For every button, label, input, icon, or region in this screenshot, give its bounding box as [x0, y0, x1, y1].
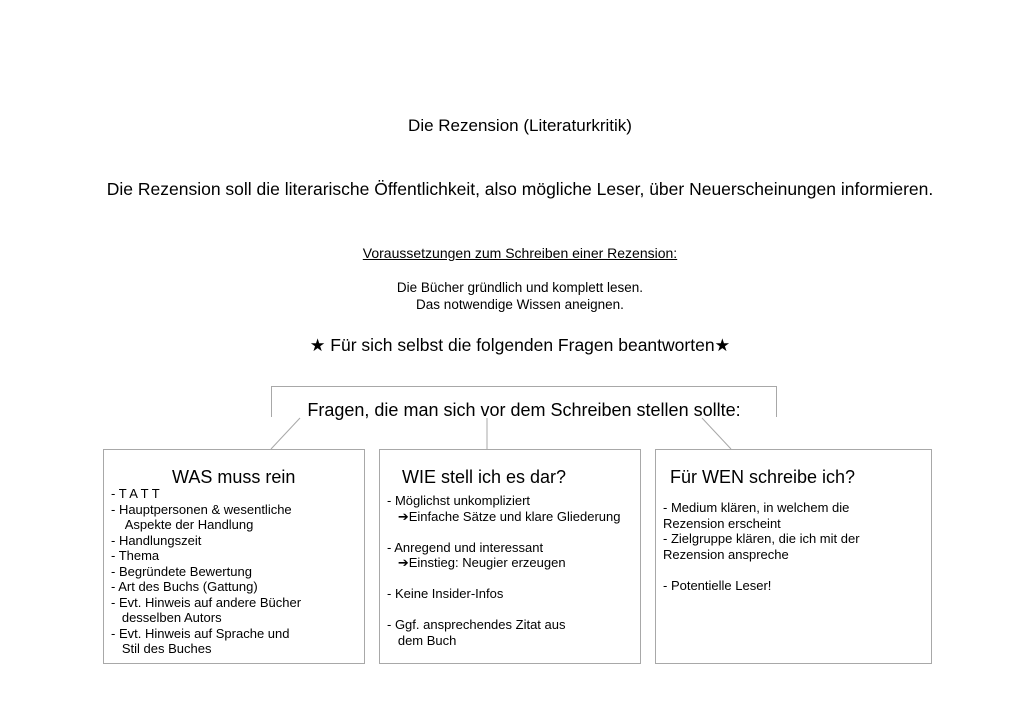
card-who — [655, 449, 932, 664]
card-body: - Möglichst unkompliziert ➔Einfache Sätze und klare Gliederung - Anregend und interessant ➔Einstieg: Neugier erzeugen - Keine Insider-Infos - Ggf. ansprechendes Zitat aus dem Buch — [387, 493, 621, 648]
card-how — [379, 449, 641, 664]
card-title: Für WEN schreibe ich? — [670, 467, 856, 487]
prerequisites-heading: Voraussetzungen zum Schreiben einer Rezension: — [362, 245, 678, 261]
star-instruction: ★ Für sich selbst die folgenden Fragen beantworten★ — [309, 335, 731, 355]
prerequisite-item: Die Bücher gründlich und komplett lesen. — [396, 280, 644, 295]
card-what — [103, 449, 365, 664]
prerequisite-item: Das notwendige Wissen aneignen. — [416, 297, 624, 312]
document-title: Die Rezension (Literaturkritik) — [408, 116, 632, 135]
card-body: - Medium klären, in welchem die Rezension erscheint - Zielgruppe klären, die ich mit der Rezension anspreche - Potentielle Leser! — [663, 500, 860, 593]
intro-paragraph: Die Rezension soll die literarische Öffentlichkeit, also mögliche Leser, über Neuerscheinungen informieren. — [106, 179, 934, 199]
questions-heading: Fragen, die man sich vor dem Schreiben stellen sollte: — [307, 400, 741, 420]
card-title: WIE stell ich es dar? — [402, 467, 567, 487]
card-body: - T A T T - Hauptpersonen & wesentliche Aspekte der Handlung - Handlungszeit - Thema - Begründete Bewertung - Art des Buchs (Gattung) - Evt. Hinweis auf andere Bücher desselben Autors - Evt. Hinweis auf Sprache und Stil des Buches — [111, 486, 302, 656]
card-title: WAS muss rein — [172, 467, 296, 487]
prerequisites-list — [0, 279, 1024, 313]
